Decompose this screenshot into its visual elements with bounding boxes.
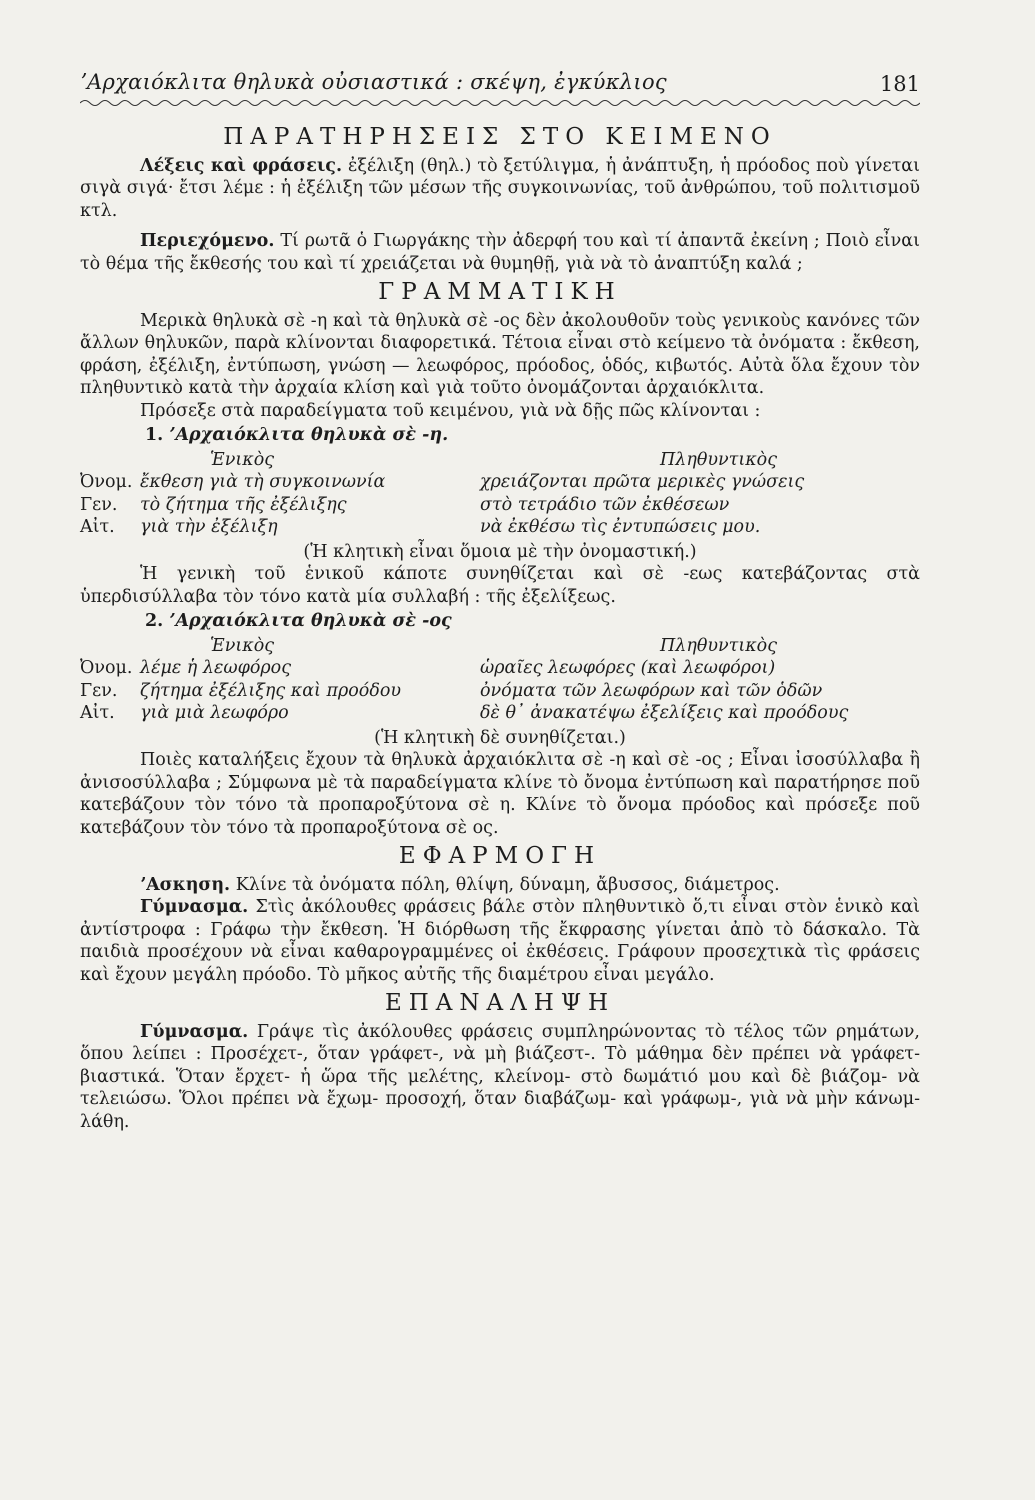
paradigm-row	[80, 494, 920, 517]
paradigm-row	[80, 471, 920, 494]
singular-form: ἔκθεση γιὰ τὴ συγκοινωνία	[140, 472, 386, 492]
drill-text: Στὶς ἀκόλουθες φράσεις βάλε στὸν πληθυντικὸ ὅ,τι εἶναι στὸν ἑνικὸ καὶ ἀντίστροφα : Γράφω τὴν ἔκθεση. Ἡ διόρθωση τῆς ἔκφρασης γίνεται ἀπὸ τὸ δάσκαλο. Τὰ παιδιὰ προσέχουν νὰ εἶναι καθαρογραμμένες οἱ ἐκθέσεις. Γράφουν προσεχτικὰ τὶς φράσεις καὶ ἔχουν μεγάλη πρόοδο. Τὸ μῆκος αὐτῆς τῆς διαμέτρου εἶναι μεγάλο.	[80, 897, 920, 985]
paradigm-table-1	[80, 449, 920, 539]
case-label: Γεν.	[80, 494, 118, 515]
vocative-note-1: (Ἡ κλητικὴ εἶναι ὅμοια μὲ τὴν ὀνομαστική.)	[303, 541, 697, 562]
case-label: Ὀνομ.	[80, 472, 133, 492]
plural-form: δὲ θ᾽ ἀνακατέψω ἐξελίξεις καὶ προόδους	[480, 703, 849, 723]
remarks-heading: ΠΑΡΑΤΗΡΗΣΕΙΣ ΣΤΟ ΚΕΙΜΕΝΟ	[223, 124, 777, 150]
content-text: Τί ρωτᾶ ὁ Γιωργάκης τὴν ἀδερφή του καὶ τί ἀπαντᾶ ἐκείνη ; Ποιὸ εἶναι τὸ θέμα τῆς ἔκθεσής του καὶ τί χρειάζεται νὰ θυμηθῇ, γιὰ νὰ τὸ ἀναπτύξη καλά ;	[80, 231, 920, 274]
wavy-rule	[80, 98, 920, 108]
revision-label: Γύμνασμα.	[140, 1021, 249, 1042]
revision-heading: ΕΠΑΝΑΛΗΨΗ	[384, 990, 616, 1016]
case-label: Γεν.	[80, 680, 118, 701]
subsection-1-title	[145, 424, 920, 447]
grammar-paragraph-3: Ποιὲς καταλήξεις ἔχουν τὰ θηλυκὰ ἀρχαιόκλιτα σὲ -η καὶ σὲ -ος ; Εἶναι ἰσοσύλλαβα ἢ ἀνισοσύλλαβα ; Σύμφωνα μὲ τὰ παραδείγματα κλίνε τὸ ὄνομα ἐντύπωση καὶ παρατήρησε ποῦ κατεβάζουν τὸν τόνο τὰ προπαροξύτονα σὲ η. Κλίνε τὸ ὄνομα πρόοδος καὶ πρόσεξε ποῦ κατεβάζουν τὸν τόνο τὰ προπαροξύτονα σὲ ος.	[80, 750, 920, 838]
application-heading: ΕΦΑΡΜΟΓΗ	[398, 843, 602, 869]
plural-form: νὰ ἐκθέσω τὶς ἐντυπώσεις μου.	[480, 517, 761, 537]
content-paragraph	[80, 230, 920, 275]
paradigm-row	[80, 657, 920, 680]
plural-form: ὀνόματα τῶν λεωφόρων καὶ τῶν ὁδῶν	[480, 680, 823, 701]
drill-paragraph	[80, 896, 920, 986]
singular-form: λέμε ἡ λεωφόρος	[140, 658, 292, 678]
paradigm-row	[80, 516, 920, 539]
subsection-2-title	[145, 610, 920, 633]
grammar-heading: ΓΡΑΜΜΑΤΙΚΗ	[378, 279, 622, 305]
paradigm-header	[80, 635, 920, 658]
exercise-paragraph	[80, 874, 920, 897]
paradigm-row	[80, 702, 920, 725]
page-number: 181	[879, 72, 920, 96]
singular-form: ζήτημα ἐξέλιξης καὶ προόδου	[140, 680, 402, 701]
plural-form: ὡραῖες λεωφόρες (καὶ λεωφόροι)	[480, 658, 776, 678]
paradigm-row	[80, 680, 920, 703]
case-label: Αἰτ.	[80, 517, 115, 537]
subsection-1-number: 1.	[145, 425, 164, 445]
vocative-note-2: (Ἡ κλητικὴ δὲ συνηθίζεται.)	[374, 727, 626, 748]
revision-paragraph	[80, 1021, 920, 1134]
revision-text: Γράψε τὶς ἀκόλουθες φράσεις συμπληρώνοντας τὸ τέλος τῶν ρημάτων, ὅπου λείπει : Προσέχετ-, ὅταν γράφετ-, νὰ μὴ βιάζεστ-. Τὸ μάθημα δὲν πρέπει νὰ γράφετ- βιαστικά. Ὅταν ἔρχετ- ἡ ὥρα τῆς μελέτης, κλείνομ- στὸ δωμάτιό μου καὶ δὲ βιάζομ- νὰ τελειώσω. Ὅλοι πρέπει νὰ ἔχωμ- προσοχή, ὅταν διαβάζωμ- καὶ γράφωμ-, γιὰ νὰ μὴν κάνωμ- λάθη.	[80, 1021, 920, 1132]
plural-heading: Πληθυντικὸς	[660, 635, 778, 656]
singular-form: γιὰ τὴν ἐξέλιξη	[140, 517, 278, 537]
singular-heading: Ἑνικὸς	[210, 635, 275, 656]
singular-form: τὸ ζήτημα τῆς ἐξέλιξης	[140, 494, 347, 515]
subsection-1-label: ʼΑρχαιόκλιτα θηλυκὰ σὲ -η.	[169, 425, 449, 445]
singular-form: γιὰ μιὰ λεωφόρο	[140, 703, 289, 723]
words-paragraph	[80, 155, 920, 223]
case-label: Ὀνομ.	[80, 658, 133, 678]
plural-heading: Πληθυντικὸς	[660, 449, 778, 470]
subsection-2-number: 2.	[145, 611, 164, 631]
drill-label: Γύμνασμα.	[140, 897, 249, 917]
exercise-text: Κλίνε τὰ ὀνόματα πόλη, θλίψη, δύναμη, ἄβυσσος, διάμετρος.	[235, 874, 780, 895]
content-label: Περιεχόμενο.	[140, 231, 275, 251]
page-header	[80, 70, 920, 110]
paradigm-table-2	[80, 635, 920, 725]
grammar-paragraph-1: Μερικὰ θηλυκὰ σὲ -η καὶ τὰ θηλυκὰ σὲ -ος δὲν ἀκολουθοῦν τοὺς γενικοὺς κανόνες τῶν ἄλλων θηλυκῶν, παρὰ κλίνονται διαφορετικά. Τέτοια εἶναι στὸ κείμενο τὰ ὀνόματα : ἔκθεση, φράση, ἐξέλιξη, ἐντύπωση, γνώση — λεωφόρος, πρόοδος, ὁδός, κιβωτός. Αὐτὰ ὅλα ἔχουν τὸν πληθυντικὸ κατὰ τὴν ἀρχαία κλίση καὶ γιὰ τοῦτο ὀνομάζονται ἀρχαιόκλιτα.	[80, 310, 920, 398]
words-label: Λέξεις καὶ φράσεις.	[140, 155, 343, 176]
exercise-label: ʼΑσκηση.	[140, 874, 231, 895]
running-head: ʼΑρχαιόκλιτα θηλυκὰ οὐσιαστικά : σκέψη, ἐγκύκλιος	[80, 70, 667, 94]
paradigm-header	[80, 449, 920, 472]
subsection-2-label: ʼΑρχαιόκλιτα θηλυκὰ σὲ -ος	[169, 611, 452, 631]
singular-heading: Ἑνικὸς	[210, 449, 275, 470]
genitive-note: Ἡ γενικὴ τοῦ ἑνικοῦ κάποτε συνηθίζεται καὶ σὲ -εως κατεβάζοντας στὰ ὑπερδισύλλαβα τὸν τόνο κατὰ μία συλλαβή : τῆς ἐξελίξεως.	[80, 564, 920, 607]
case-label: Αἰτ.	[80, 703, 115, 723]
words-text: ἐξέλιξη (θηλ.) τὸ ξετύλιγμα, ἡ ἀνάπτυξη, ἡ πρόοδος ποὺ γίνεται σιγὰ σιγά· ἔτσι λέμε : ἡ ἐξέλιξη τῶν μέσων τῆς συγκοινωνίας, τοῦ ἀνθρώπου, τοῦ πολιτισμοῦ κτλ.	[80, 155, 920, 221]
page-content	[80, 120, 920, 1133]
grammar-paragraph-2: Πρόσεξε στὰ παραδείγματα τοῦ κειμένου, γιὰ νὰ δῇς πῶς κλίνονται :	[140, 400, 761, 421]
plural-form: στὸ τετράδιο τῶν ἐκθέσεων	[480, 494, 730, 515]
plural-form: χρειάζονται πρῶτα μερικὲς γνώσεις	[480, 472, 805, 492]
